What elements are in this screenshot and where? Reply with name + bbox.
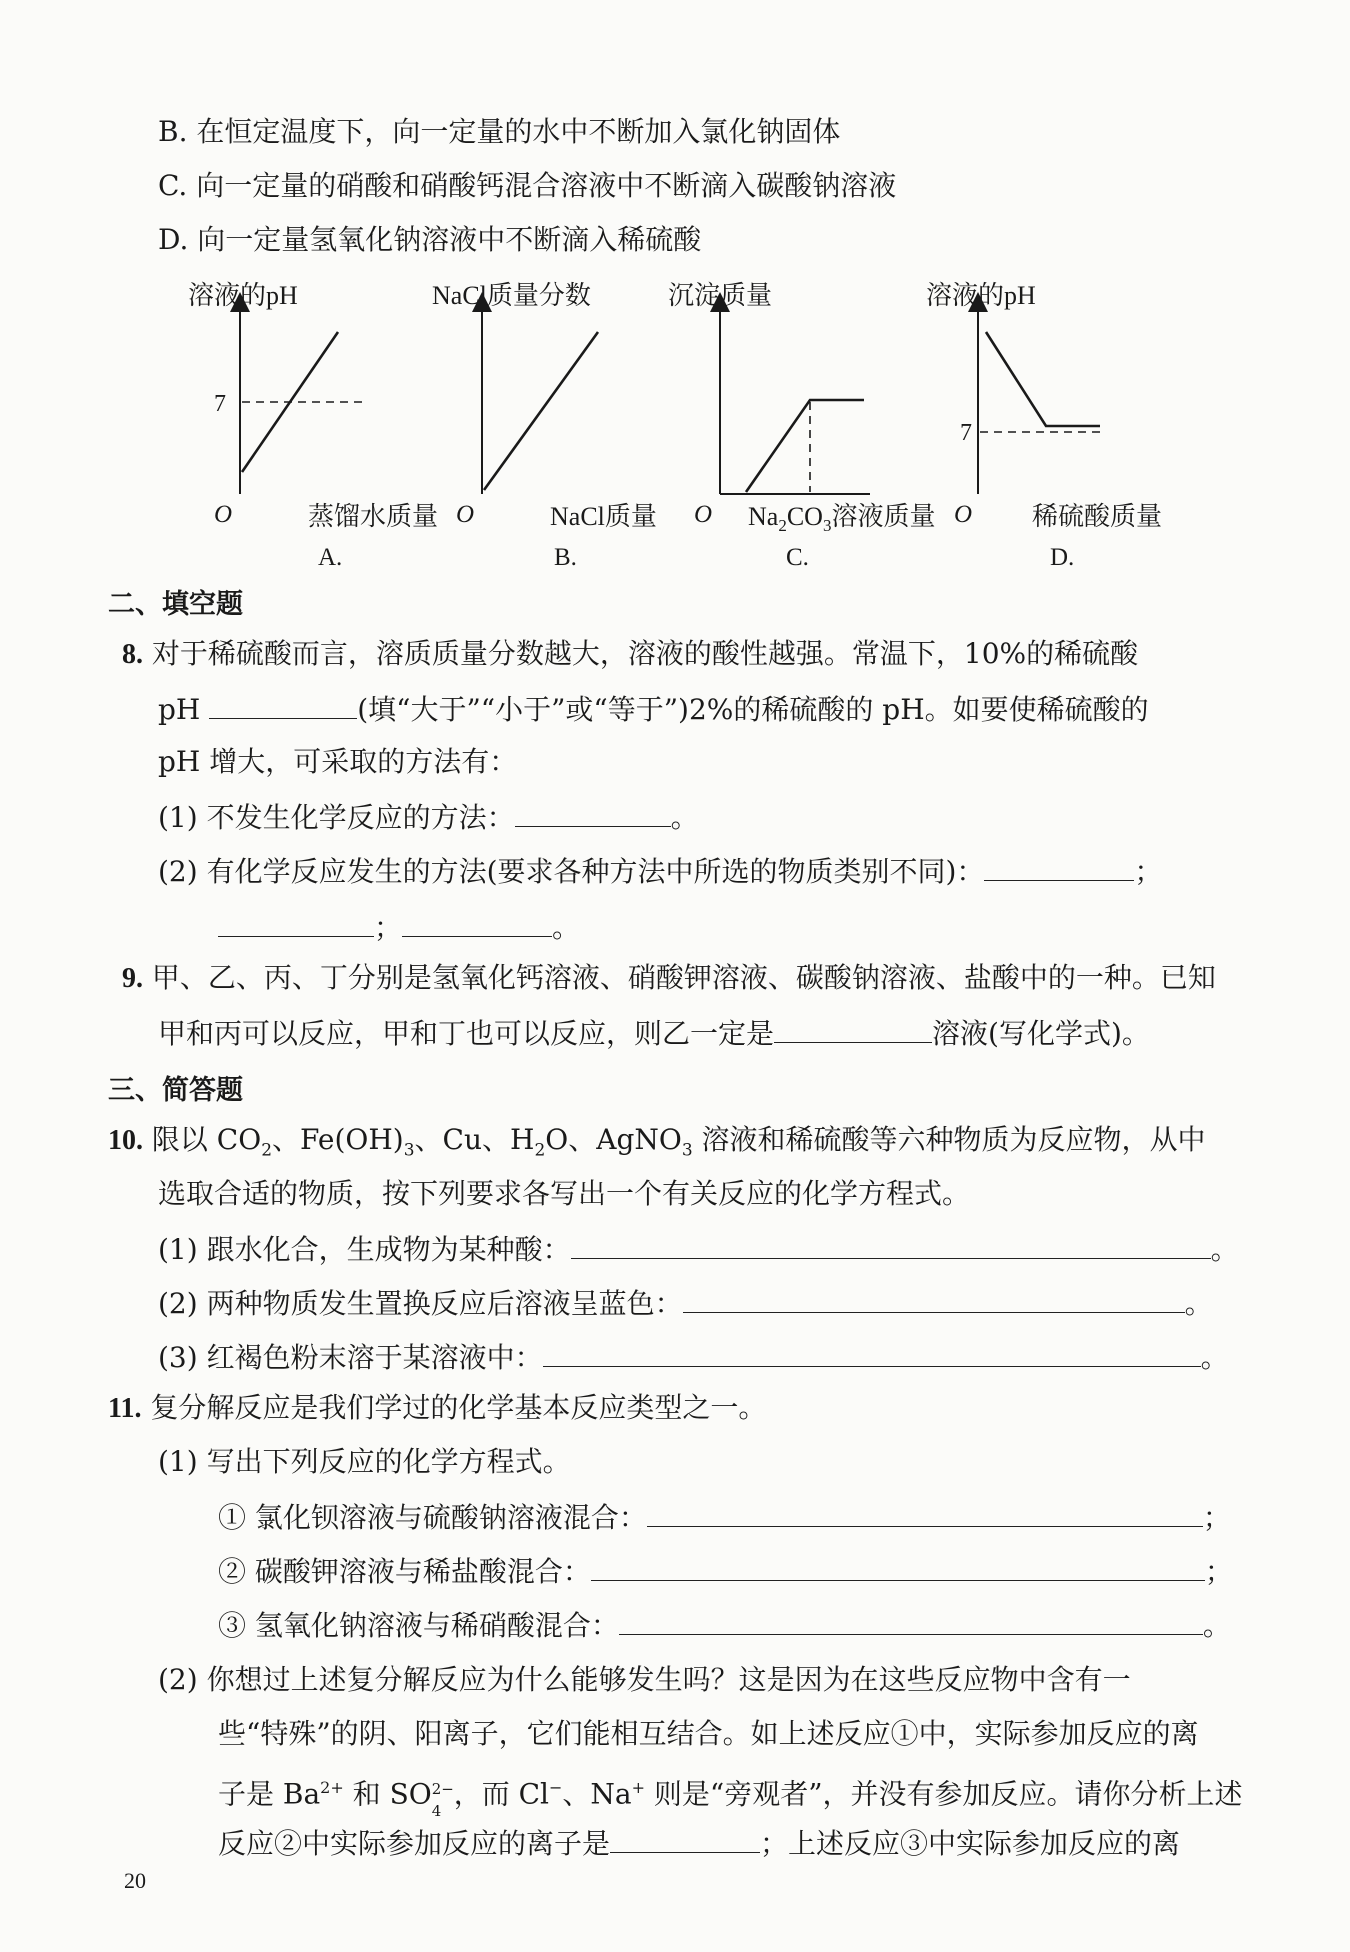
q8-sub1-label: (1) 不发生化学反应的方法：	[158, 801, 515, 834]
q10-blank1[interactable]	[571, 1228, 1211, 1259]
q11-blank-c1[interactable]	[647, 1496, 1203, 1527]
q10-text1: 限以 $CO_2$、$Fe(OH)_3$、Cu、$H_2O$、AgNO$_3$ 溶液和稀硫酸等六种物质为反应物，从中	[151, 1123, 1206, 1161]
q8-sub2-end: 。	[552, 911, 581, 944]
q8-blank-compare[interactable]	[209, 688, 357, 719]
q11-sub2-line1: (2) 你想过上述复分解反应为什么能够发生吗？这是因为在这些反应物中含有一	[158, 1663, 1131, 1696]
q11-sub2-line2: 些“特殊”的阴、阳离子，它们能相互结合。如上述反应①中，实际参加反应的离	[218, 1717, 1199, 1750]
graph-a-xlabel: 蒸馏水质量	[308, 502, 439, 531]
graph-b-ylabel: NaCl质量分数	[432, 281, 591, 310]
graph-b	[432, 281, 657, 571]
q8-text2: (填“大于”“小于”或“等于”)2%的稀硫酸的 pH。如要使稀硫酸的	[357, 693, 1149, 726]
q10-sub3	[158, 1336, 1229, 1378]
option-d: D. 向一定量氢氧化钠溶液中不断滴入稀硫酸	[158, 223, 702, 256]
q10-blank2[interactable]	[683, 1282, 1185, 1313]
q11-c3	[218, 1604, 1231, 1646]
q10-line2: 选取合适的物质，按下列要求各写出一个有关反应的化学方程式。	[158, 1177, 971, 1210]
q8-sub2-semi: ；	[1134, 855, 1163, 888]
page-number: 20	[124, 1868, 146, 1893]
q11-c1	[218, 1496, 1231, 1538]
q10-sub2	[158, 1282, 1213, 1324]
q9-blank[interactable]	[774, 1012, 932, 1043]
section-heading-short-answer: 三、简答题	[108, 1075, 243, 1106]
q9-text1: 甲、乙、丙、丁分别是氢氧化钙溶液、硝酸钾溶液、碳酸钠溶液、盐酸中的一种。已知	[151, 961, 1216, 994]
graph-c	[668, 281, 935, 571]
graph-a-origin: O	[213, 501, 232, 528]
q9-text2a: 甲和丙可以反应，甲和丁也可以反应，则乙一定是	[158, 1017, 775, 1050]
q8-text1: 对于稀硫酸而言，溶质质量分数越大，溶液的酸性越强。常温下，10%的稀硫酸	[151, 637, 1139, 670]
graph-b-origin: O	[455, 501, 474, 528]
q10-sub3-end: 。	[1200, 1341, 1229, 1374]
q11-c2-semi: ；	[1204, 1555, 1233, 1588]
q10-line1	[108, 1120, 1206, 1171]
q11-blank-c2[interactable]	[591, 1550, 1205, 1581]
graph-d-letter: D.	[1050, 544, 1075, 571]
graph-b-letter: B.	[554, 544, 577, 571]
graph-d-curve	[986, 332, 1100, 426]
graph-c-origin: O	[693, 501, 712, 528]
graph-d-tick: 7	[960, 420, 972, 446]
q10-sub1-label: (1) 跟水化合，生成物为某种酸：	[158, 1233, 571, 1266]
graph-a-tick: 7	[214, 391, 226, 417]
q8-sub2-line2	[218, 906, 580, 948]
graph-c-curve	[746, 400, 864, 492]
q8-number: 8.	[122, 639, 143, 670]
graph-d-origin: O	[953, 501, 972, 528]
q9-line1	[122, 958, 1216, 999]
graph-b-curve	[484, 332, 598, 490]
q8-blank-method2c[interactable]	[402, 906, 552, 937]
q11-line1	[108, 1388, 766, 1429]
graph-d-xlabel: 稀硫酸质量	[1032, 502, 1163, 531]
graph-d	[926, 281, 1162, 571]
q10-sub2-end: 。	[1184, 1287, 1213, 1320]
q9-number: 9.	[122, 963, 143, 994]
q10-number: 10.	[108, 1125, 143, 1156]
q10-sub2-label: (2) 两种物质发生置换反应后溶液呈蓝色：	[158, 1287, 683, 1320]
q8-line1	[122, 634, 1138, 675]
q8-sub2	[158, 850, 1162, 892]
q10-sub1-end: 。	[1210, 1233, 1239, 1266]
q10-blank3[interactable]	[543, 1336, 1201, 1367]
q8-sub2-label: (2) 有化学反应发生的方法(要求各种方法中所选的物质类别不同)：	[158, 855, 985, 888]
graph-c-letter: C.	[786, 544, 809, 571]
q8-sub1	[158, 796, 699, 838]
q8-sub1-end: 。	[670, 801, 699, 834]
q11-c2-label: ② 碳酸钾溶液与稀盐酸混合：	[218, 1555, 591, 1588]
q9-line2	[158, 1012, 1150, 1054]
q11-text1: 复分解反应是我们学过的化学基本反应类型之一。	[150, 1391, 767, 1424]
q8-ph-label: pH	[158, 693, 201, 726]
q10-sub1	[158, 1228, 1239, 1270]
graphs-figure	[150, 272, 1190, 582]
q8-blank-method2a[interactable]	[984, 850, 1134, 881]
q8-blank-method2b[interactable]	[218, 906, 374, 937]
option-c: C. 向一定量的硝酸和硝酸钙混合溶液中不断滴入碳酸钠溶液	[158, 169, 897, 202]
graph-c-ylabel: 沉淀质量	[668, 281, 773, 310]
graph-c-xlabel: $Na_2CO_3$溶液质量	[748, 502, 936, 535]
q8-line2	[158, 688, 1149, 730]
graph-b-xlabel: NaCl质量	[550, 502, 657, 531]
q10-sub3-label: (3) 红褐色粉末溶于某溶液中：	[158, 1341, 543, 1374]
graph-d-ylabel: 溶液的pH	[926, 281, 1036, 310]
q11-c2	[218, 1550, 1233, 1592]
section-heading-fill-in: 二、填空题	[108, 589, 243, 620]
q11-blank-ions[interactable]	[610, 1822, 760, 1853]
q11-c1-label: ① 氯化钡溶液与硫酸钠溶液混合：	[218, 1501, 647, 1534]
graph-a	[188, 281, 438, 571]
q11-c1-semi: ；	[1202, 1501, 1231, 1534]
q11-blank-c3[interactable]	[619, 1604, 1203, 1635]
q11-c3-label: ③ 氢氧化钠溶液与稀硝酸混合：	[218, 1609, 619, 1642]
q11-sub1: (1) 写出下列反应的化学方程式。	[158, 1445, 571, 1478]
q8-blank-method1[interactable]	[515, 796, 671, 827]
q11-sub2-line3: 子是 $Ba^{2+}$ 和 SO 2− 4 ，而 Cl−、Na+ 则是“旁观者”，并没有参加反应。请你分析上述	[218, 1777, 1243, 1821]
q11-number: 11.	[108, 1393, 142, 1424]
q11-c3-end: 。	[1202, 1609, 1231, 1642]
q11-sub2-line4: 反应②中实际参加反应的离子是 ；上述反应③中实际参加反应的离	[218, 1822, 1180, 1864]
graph-a-ylabel: 溶液的pH	[188, 281, 298, 310]
graph-a-letter: A.	[318, 544, 343, 571]
option-b: B. 在恒定温度下，向一定量的水中不断加入氯化钠固体	[158, 115, 841, 148]
q8-sub2-semi2: ；	[374, 911, 403, 944]
q9-text2b: 溶液(写化学式)。	[932, 1017, 1150, 1050]
q8-line3: pH 增大，可采取的方法有：	[158, 745, 518, 778]
